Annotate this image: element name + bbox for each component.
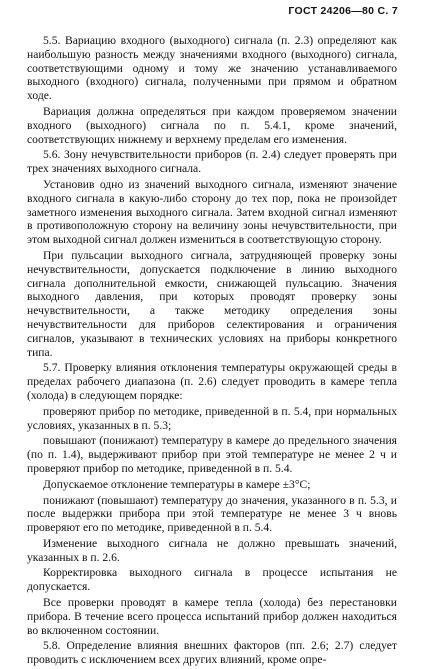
paragraph: Изменение выходного сигнала не должно превышать значений, указанных в п. 2.6.: [27, 536, 397, 564]
paragraph: 5.7. Проверку влияния отклонения температуры окружающей среды в пределах рабочего диапазона (п. 2.6) следует проводить в камере тепла (холода) в следующем порядке:: [27, 361, 397, 402]
page-header: ГОСТ 24206—80 С. 7: [288, 5, 398, 17]
paragraph: При пульсации выходного сигнала, затрудняющей проверку зоны нечувствительности, допускается подключение в линию выходного сигнала дополнительной емкости, снижающей пульсацию. Значения выходного давления, при которых проводят проверку зоны нечувствительности, а также методику определения зоны нечувствительности для приборов селектирования и ограничения сигналов, указывают в технических условиях на приборы конкретного типа.: [27, 248, 397, 359]
paragraph: повышают (понижают) температуру в камере до предельного значения (по п. 1.4), выдерживают прибор при этой температуре не менее 2 ч и проверяют прибор по методике, приведенной в п. 5.4.: [27, 434, 397, 475]
paragraph: Допускаемое отклонение температуры в камере ±3°С;: [43, 477, 311, 491]
paragraph: Корректировка выходного сигнала в процессе испытания не допускается.: [27, 566, 397, 594]
paragraph: Все проверки проводят в камере тепла (холода) без перестановки прибора. В течение всего процесса испытаний прибор должен находиться во включенном состоянии.: [27, 596, 397, 637]
paragraph: Установив одно из значений выходного сигнала, изменяют значение входного сигнала в какую-либо сторону до тех пор, пока не произойдет заметного изменения выходного сигнала. Затем входной сигнал изменяют в противоположную сторону на величину зоны нечувствительности, при этом выходной сигнал должен измениться в соответствующую сторону.: [27, 177, 397, 247]
document-body: [27, 34, 397, 669]
paragraph: 5.6. Зону нечувствительности приборов (п. 2.4) следует проверять при трех значениях выходного сигнала.: [27, 148, 397, 176]
paragraph: Вариация должна определяться при каждом проверяемом значении входного (выходного) сигнала по п. 5.4.1, кроме значений, соответствующих нижнему и верхнему пределам его изменения.: [27, 104, 397, 146]
paragraph: 5.5. Вариацию входного (выходного) сигнала (п. 2.3) определяют как наибольшую разность между значениями входного (выходного) сигнала, соответствующими одному и тому же значению устанавливаемого выходного (входного) сигнала, полученными при прямом и обратном ходе.: [27, 34, 397, 103]
paragraph: проверяют прибор по методике, приведенной в п. 5.4, при нормальных условиях, указанных в п. 5.3;: [27, 404, 397, 432]
paragraph: понижают (повышают) температуру до значения, указанного в п. 5.3, и после выдержки прибора при этой температуре не менее 3 ч вновь проверяют его по методике, приведенной в п. 5.4.: [27, 493, 397, 535]
paragraph: 5.8. Определение влияния внешних факторов (пп. 2.6; 2.7) следует проводить с исключением всех других влияний, кроме опре-: [27, 639, 397, 667]
